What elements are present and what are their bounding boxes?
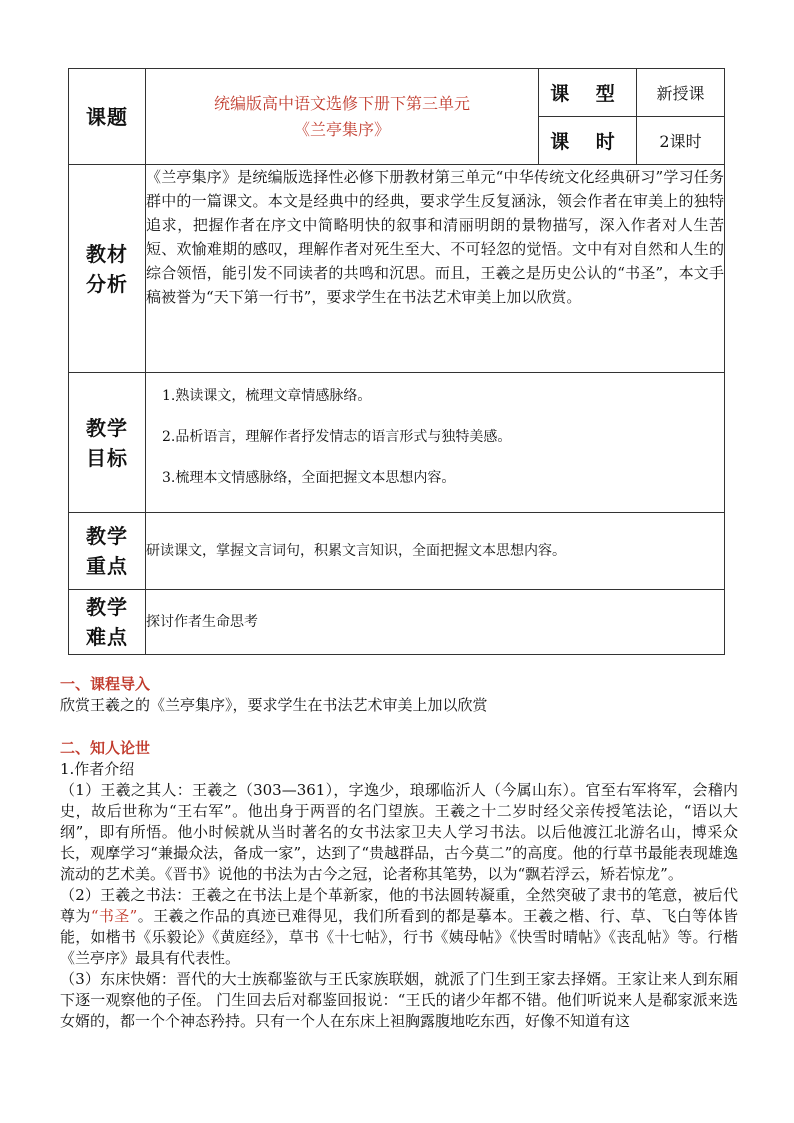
key-points-text: 研读课文，掌握文言词句，积累文言知识，全面把握文本思想内容。 xyxy=(146,513,725,590)
key-points-label xyxy=(69,513,146,590)
difficult-points-label xyxy=(69,590,146,655)
paragraph-text: （2）王羲之书法：王羲之在书法上是个革新家，他的书法圆转凝重，全然突破了隶书的笔意，被后代尊为 xyxy=(60,886,738,925)
paragraph-son-in-law-story: （3）东床快婿：晋代的大士族郗鉴欲与王氏家族联姻，就派了门生到王家去择婿。王家让来人到东厢下逐一观察他的子侄。 门生回去后对郗鉴回报说：“王氏的诸少年都不错。他们听说来人是郗家派来选女婿的，都一个个神态矜持。只有一个人在东床上袒胸露腹地吃东西，好像不知道有这 xyxy=(60,970,738,1030)
lesson-plan-table xyxy=(68,68,725,655)
key-points-label-text: 教学重点 xyxy=(86,524,128,578)
goal-item: 3.梳理本文情感脉络，全面把握文本思想内容。 xyxy=(162,470,456,486)
difficult-points-text: 探讨作者生命思考 xyxy=(146,590,725,655)
teaching-goals-label xyxy=(69,373,146,513)
section-heading: 二、知人论世 xyxy=(60,739,151,757)
lesson-title-line1: 统编版高中语文选修下册下第三单元 xyxy=(213,93,470,113)
paragraph-who-is-wang: （1）王羲之其人：王羲之（303—361），字逸少，琅琊临沂人（今属山东）。官至右军将军，会稽内史，故后世称为“王右军”。他出身于两晋的名门望族。王羲之十二岁时经父亲传授笔法论，“语以大纲”，即有所悟。他小时候就从当时著名的女书法家卫夫人学习书法。以后他渡江北游名山，博采众长，观摩学习“兼撮众法，备成一家”，达到了“贵越群品，古今莫二”的高度。他的行草书最能表现雄逸流动的艺术美。《晋书》说他的书法为古今之冠，论者称其笔势，以为“飘若浮云，矫若惊龙”。 xyxy=(60,781,738,883)
lesson-title xyxy=(146,69,539,165)
material-analysis-text: 《兰亭集序》是统编版选择性必修下册教材第三单元“中华传统文化经典研习”学习任务群中的一篇课文。本文是经典中的经典，要求学生反复涵泳，领会作者在审美上的独特追求，把握作者在序文中简略明快的叙事和清丽明朗的景物描写，深入作者对人生苦短、欢愉难期的感叹，理解作者对死生至大、不可轻忽的觉悟。文中有对自然和人生的综合领悟，能引发不同读者的共鸣和沉思。而且，王羲之是历史公认的“书圣”，本文手稿被誉为“天下第一行书”，要求学生在书法艺术审美上加以欣赏。 xyxy=(146,165,725,373)
goal-item: 1.熟读课文，梳理文章情感脉络。 xyxy=(162,388,372,404)
section-heading: 一、课程导入 xyxy=(60,675,151,693)
subsection-heading: 1.作者介绍 xyxy=(60,760,135,778)
class-hours-label: 课 时 xyxy=(539,117,637,165)
class-hours-value: 2课时 xyxy=(637,117,725,165)
section-author-background xyxy=(60,738,738,1032)
difficult-points-label-text: 教学难点 xyxy=(86,595,128,649)
lesson-type-label: 课 型 xyxy=(539,69,637,117)
topic-label: 课题 xyxy=(69,69,146,165)
material-analysis-label-text: 教材分析 xyxy=(86,241,128,296)
lesson-type-value: 新授课 xyxy=(637,69,725,117)
goal-item: 2.品析语言，理解作者抒发情志的语言形式与独特美感。 xyxy=(162,429,512,445)
section-course-intro xyxy=(60,674,738,716)
teaching-goals xyxy=(146,373,725,513)
paragraph-calligraphy xyxy=(60,885,738,969)
material-analysis-label xyxy=(69,165,146,373)
highlighted-term: “书圣” xyxy=(90,907,138,925)
teaching-goals-label-text: 教学目标 xyxy=(86,415,128,470)
section-paragraph: 欣赏王羲之的《兰亭集序》，要求学生在书法艺术审美上加以欣赏 xyxy=(60,696,488,714)
lesson-title-line2: 《兰亭集序》 xyxy=(293,119,390,139)
paragraph-text: 。王羲之作品的真迹已难得见，我们所看到的都是摹本。王羲之楷、行、草、飞白等体皆能，如楷书《乐毅论》《黄庭经》，草书《十七帖》，行书《姨母帖》《快雪时晴帖》《丧乱帖》等。行楷《兰亭序》最具有代表性。 xyxy=(60,907,738,967)
